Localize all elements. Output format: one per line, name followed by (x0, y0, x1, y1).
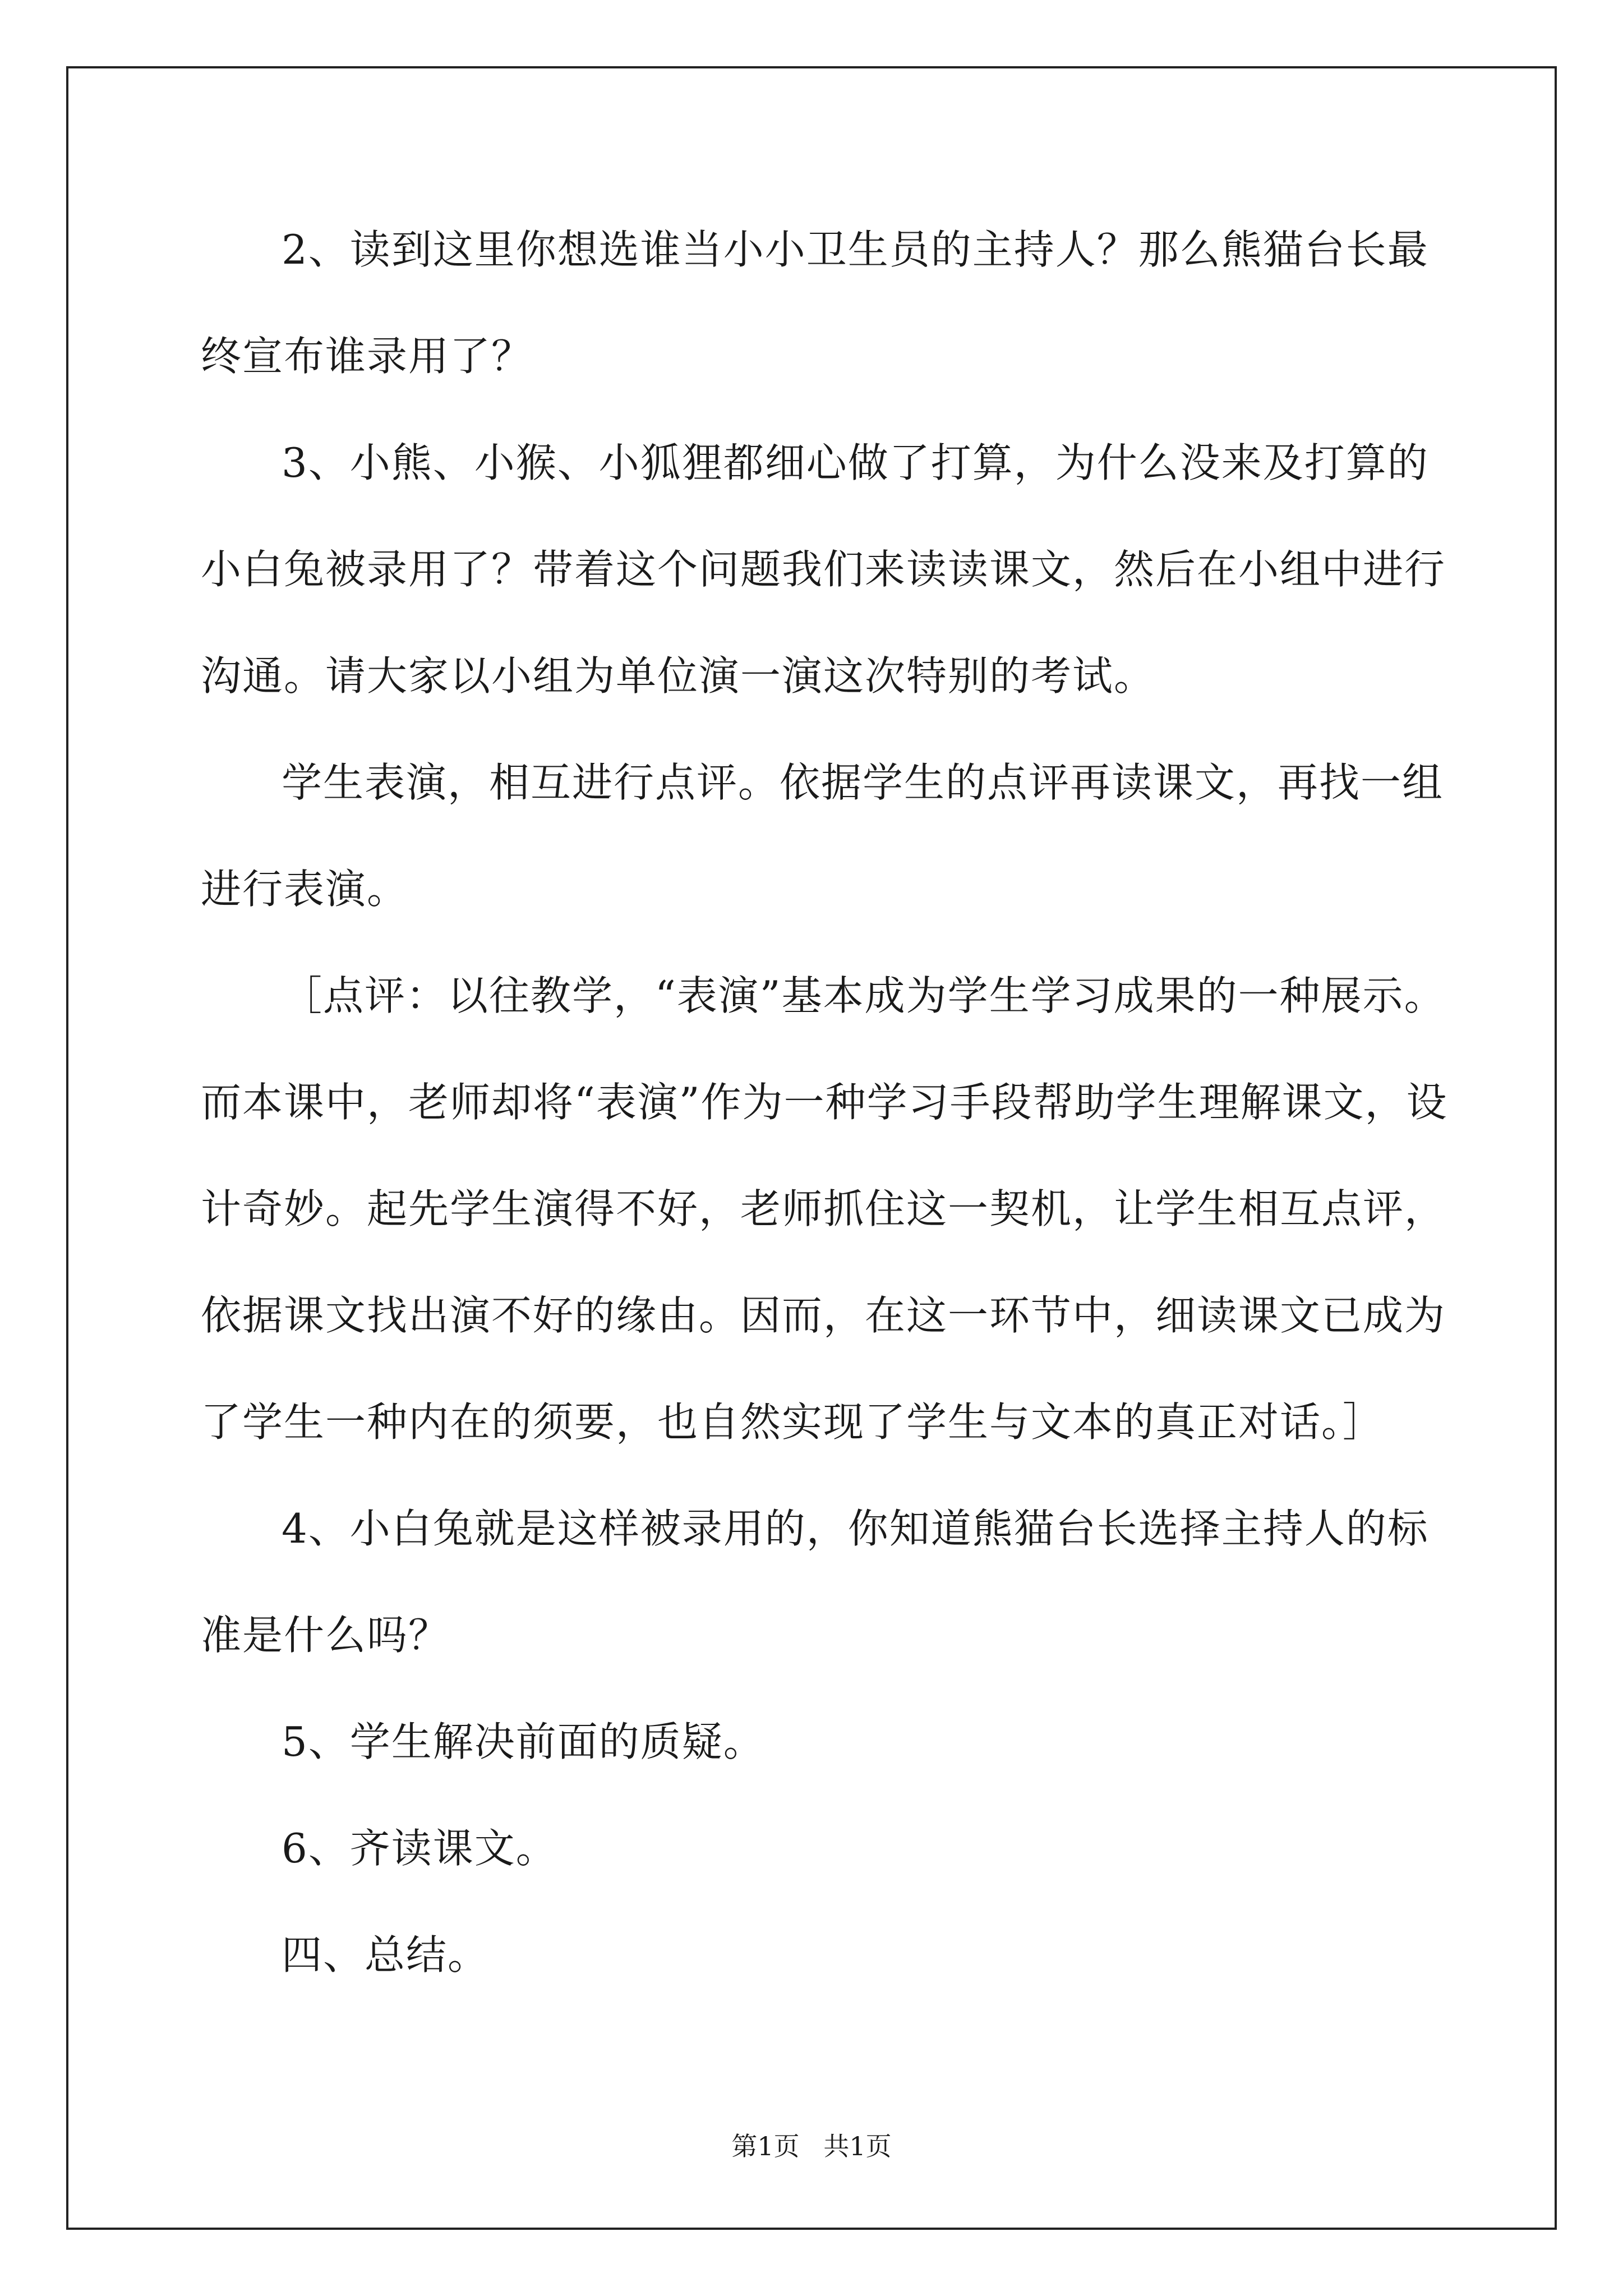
paragraph-5: 4、小白兔就是这样被录用的，你知道熊猫台长选择主持人的标准是什么吗？ (201, 1505, 1429, 1659)
paragraph-3: 学生表演，相互进行点评。依据学生的点评再读课文，再找一组进行表演。 (201, 759, 1444, 913)
paragraph-6: 5、学生解决前面的质疑。 (282, 1718, 765, 1765)
page-footer (0, 2126, 1623, 2163)
paragraph-1: 2、读到这里你想选谁当小小卫生员的主持人？那么熊猫台长最终宣布谁录用了？ (201, 226, 1429, 380)
paragraph-7: 6、齐读课文。 (282, 1825, 557, 1872)
page-number: 第1页 (731, 2131, 800, 2161)
paragraph-4: ［点评：以往教学，“表演”基本成为学生学习成果的一种展示。而本课中，老师却将“表演”作为一种学习手段帮助学生理解课文，设计奇妙。起先学生演得不好，老师抓住这一契机，让学生相互点评，依据课文找出演不好的缘由。因而，在这一环节中，细读课文已成为了学生一种内在的须要，也自然实现了学生与文本的真正对话。］ (201, 972, 1448, 1446)
paragraph-2: 3、小熊、小猴、小狐狸都细心做了打算，为什么没来及打算的小白兔被录用了？带着这个问题我们来读读课文，然后在小组中进行沟通。请大家以小组为单位演一演这次特别的考试。 (201, 439, 1446, 700)
paragraph-8: 四、总结。 (282, 1931, 490, 1978)
page-total: 共1页 (823, 2131, 892, 2161)
